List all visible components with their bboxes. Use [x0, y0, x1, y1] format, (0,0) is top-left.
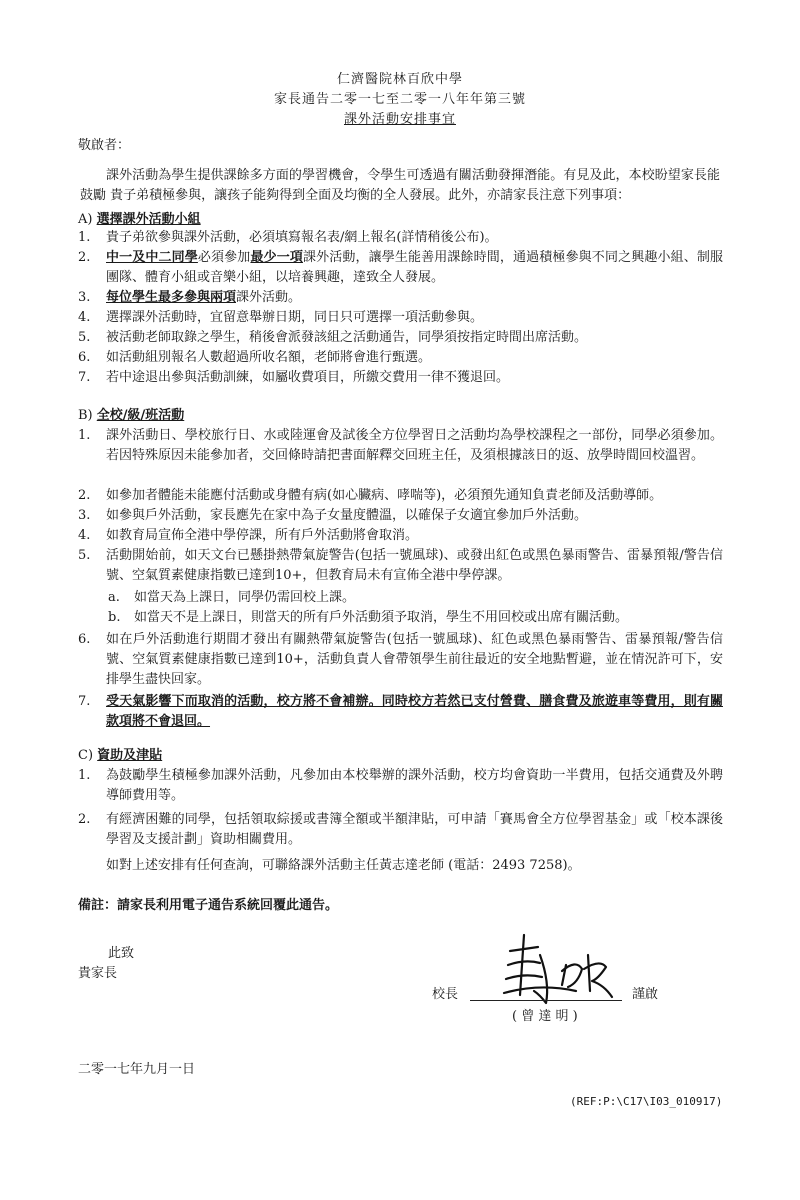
section-b-item-1: 1. 課外活動日、學校旅行日、水或陸運會及試後全方位學習日之活動均為學校課程之一部份，同學必須參加。若因特殊原因未能參加者，交回條時請把書面解釋交回班主任，及須根據該日的返、放學時間回校溫習。: [78, 428, 723, 463]
section-b-sub-b: b. 如當天不是上課日，則當天的所有戶外活動須予取消，學生不用回校或出席有關活動。: [108, 610, 629, 625]
section-b-heading: B) 全校/級/班活動: [78, 408, 185, 423]
section-b-item-7: 7. 受天氣影響下而取消的活動，校方將不會補辦。同時校方若然已支付營費、膳食費及旅遊車等費用，則有關款項將不會退回。: [78, 694, 723, 729]
signature-line: [470, 1000, 622, 1001]
closing-line-2: 貴家長: [78, 966, 118, 981]
school-name: 仁濟醫院林百欣中學: [336, 72, 463, 87]
notice-number: 家長通告二零一七至二零一八年年第三號: [273, 92, 526, 107]
section-c-item-2: 2. 有經濟困難的同學，包括領取綜援或書簿全額或半額津貼，可申請「賽馬會全方位學習基金」或「校本課後學習及支援計劃」資助相關費用。: [78, 812, 723, 847]
signature-role: 校長: [432, 987, 459, 1002]
section-a-item-4: 4. 選擇課外活動時，宜留意舉辦日期，同日只可選擇一項活動參與。: [78, 310, 484, 325]
notice-date: 二零一七年九月一日: [78, 1062, 196, 1077]
principal-signature: [480, 925, 630, 1007]
section-b-item-4: 4. 如教育局宣佈全港中學停課，所有戶外活動將會取消。: [78, 528, 419, 543]
reference-code: (REF:P:\C17\I03_010917): [570, 1095, 723, 1108]
salutation: 敬啟者：: [78, 138, 131, 153]
section-a-item-1: 1. 貴子弟欲參與課外活動，必須填寫報名表/網上報名(詳情稍後公布)。: [78, 230, 498, 245]
principal-name: ( 曾 達 明 ): [512, 1009, 578, 1024]
remark: 備註：請家長利用電子通告系統回覆此通告。: [78, 898, 339, 913]
section-a-item-5: 5. 被活動老師取錄之學生，稍後會派發該組之活動通告，同學須按指定時間出席活動。: [78, 330, 588, 345]
section-b-item-5: 5. 活動開始前，如天文台已懸掛熱帶氣旋警告(包括一號風球)、或發出紅色或黑色暴雨警告、雷暴預報/警告信號、空氣質素健康指數已達到10+，但教育局未有宣佈全港中學停課。: [78, 548, 723, 583]
section-a-heading: A) 選擇課外活動小組: [78, 212, 201, 227]
section-b-sub-a: a. 如當天為上課日，同學仍需回校上課。: [108, 590, 356, 605]
signature-closing: 謹啟: [632, 987, 659, 1002]
section-c-item-1: 1. 為鼓勵學生積極參加課外活動，凡參加由本校舉辦的課外活動，校方均會資助一半費用，包括交通費及外聘導師費用等。: [78, 768, 723, 803]
section-b-item-2: 2. 如參加者體能未能應付活動或身體有病(如心臟病、哮喘等)，必須預先通知負責老師及活動導師。: [78, 488, 663, 503]
section-a-item-7: 7. 若中途退出參與活動訓練，如屬收費項目，所繳交費用一律不獲退回。: [78, 370, 510, 385]
section-a-item-3: 3. 每位學生最多參與兩項課外活動。: [78, 290, 302, 305]
notice-subject: 課外活動安排事宜: [343, 112, 456, 127]
closing-line-1: 此致: [108, 946, 135, 961]
section-b-item-6: 6. 如在戶外活動進行期間才發出有關熱帶氣旋警告(包括一號風球)、紅色或黑色暴雨警告、雷暴預報/警告信號、空氣質素健康指數已達到10+，活動負責人會帶領學生前往最近的安全地點暫避，並在情況許可下，安排學生盡快回家。: [78, 632, 723, 687]
section-a-item-6: 6. 如活動組別報名人數超過所收名額，老師將會進行甄選。: [78, 350, 432, 365]
section-a-item-2: 2. 中一及中二同學必須參加最少一項課外活動，讓學生能善用課餘時間，通過積極參與不同之興趣小組、制服團隊、體育小組或音樂小組，以培養興趣，達致全人發展。: [78, 250, 723, 285]
intro-paragraph: 課外活動為學生提供課餘多方面的學習機會，令學生可透過有關活動發揮潛能。有見及此，本校盼望家長能鼓勵 貴子弟積極參與，讓孩子能夠得到全面及均衡的全人發展。此外，亦請家長注意下列事項：: [80, 168, 720, 203]
section-c-heading: C) 資助及津貼: [78, 748, 163, 763]
contact-line: 如對上述安排有任何查詢，可聯絡課外活動主任黃志達老師 (電話：2493 7258)。: [106, 858, 581, 873]
section-b-item-3: 3. 如參與戶外活動，家長應先在家中為子女量度體溫，以確保子女適宜參加戶外活動。: [78, 508, 588, 523]
